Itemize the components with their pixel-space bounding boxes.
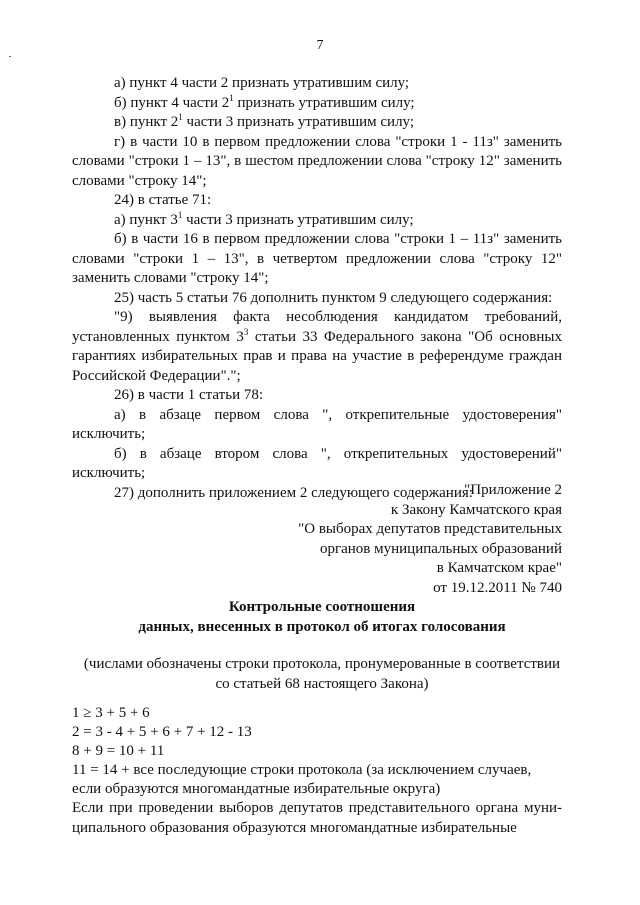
- formula: если образуются многомандатные избирательные округа): [72, 781, 441, 797]
- item-b-part2-1: б) пункт 4 части $2^1$ признать утратившим силу;: [114, 92, 415, 111]
- section-title: [72, 598, 572, 637]
- explanatory-note: [72, 655, 572, 694]
- appendix-line: в Камчатском крае": [436, 560, 562, 576]
- note-line: (числами обозначены строки протокола, пронумерованные в соответствии: [83, 656, 561, 672]
- amendments-body: [72, 74, 562, 503]
- appendix-line: к Закону Камчатского края: [390, 501, 562, 518]
- section-27: 27) дополнить приложением 2 следующего содержания:: [114, 484, 473, 501]
- page-number: 7: [316, 38, 324, 53]
- title-line: Контрольные соотношения: [228, 599, 416, 615]
- appendix-line: от 19.12.2011 № 740: [433, 579, 562, 596]
- note-line: со статьей 68 настоящего Закона): [215, 675, 429, 692]
- formula: 8 + 9 = 10 + 11: [72, 743, 165, 759]
- item-b-paragraph2: б) в абзаце втором слова ", открепительных удостоверений" исключить;: [72, 445, 562, 481]
- appendix-line: "О выборах депутатов представительных: [298, 521, 562, 537]
- item-a-paragraph1: а) в абзаце первом слова ", открепительные удостоверения" исключить;: [72, 406, 562, 442]
- scan-mark: [9, 56, 11, 57]
- item-g-part10: г) в части 10 в первом предложении слова "строки 1 - 11з" заменить словами "строки 1 – 13", в шестом предложении слова "строку 12" заменить словами "строку 14";: [72, 133, 562, 189]
- control-formulas: [72, 704, 562, 838]
- section-24: 24) в статье 71:: [114, 192, 212, 208]
- item-a-part2: а) пункт 4 части 2 признать утратившим силу;: [114, 75, 410, 91]
- appendix-line: органов муниципальных образований: [319, 540, 562, 557]
- closing-paragraph: Если при проведении выборов депутатов представительного органа муни- ципального образования образуются многомандатные избирательные: [72, 800, 562, 836]
- item-a-point3-1: а) пункт $3^1$ части 3 признать утратившим силу;: [114, 209, 414, 228]
- item-b-part16: б) в части 16 в первом предложении слова "строки 1 – 11з" заменить словами "строки 1 – 13", в четвертом предложении слова "строку 12" заменить словами "строку 14";: [72, 231, 562, 286]
- section-25: 25) часть 5 статьи 76 дополнить пунктом 9 следующего содержания:: [114, 289, 553, 306]
- item-v-point2-1: в) пункт $2^1$ части 3 признать утратившим силу;: [114, 112, 415, 130]
- formula: 1 ≥ 3 + 5 + 6: [72, 705, 150, 721]
- formula: 11 = 14 + все последующие строки протокола (за исключением случаев,: [72, 762, 532, 778]
- formula: 2 = 3 - 4 + 5 + 6 + 7 + 12 - 13: [72, 724, 252, 740]
- quoted-point-9: "9) выявления факта несоблюдения кандидатом требований, установленных пунктом $3^3$ статьи 33 Федерального закона "Об основных гарантиях избирательных прав и права на участие в референдуме граждан Российской Федерации".";: [72, 309, 562, 384]
- title-line: данных, внесенных в протокол об итогах голосования: [138, 618, 506, 635]
- appendix-header: [240, 481, 562, 598]
- appendix-line: "Приложение 2: [464, 482, 562, 498]
- section-26: 26) в части 1 статьи 78:: [114, 387, 264, 403]
